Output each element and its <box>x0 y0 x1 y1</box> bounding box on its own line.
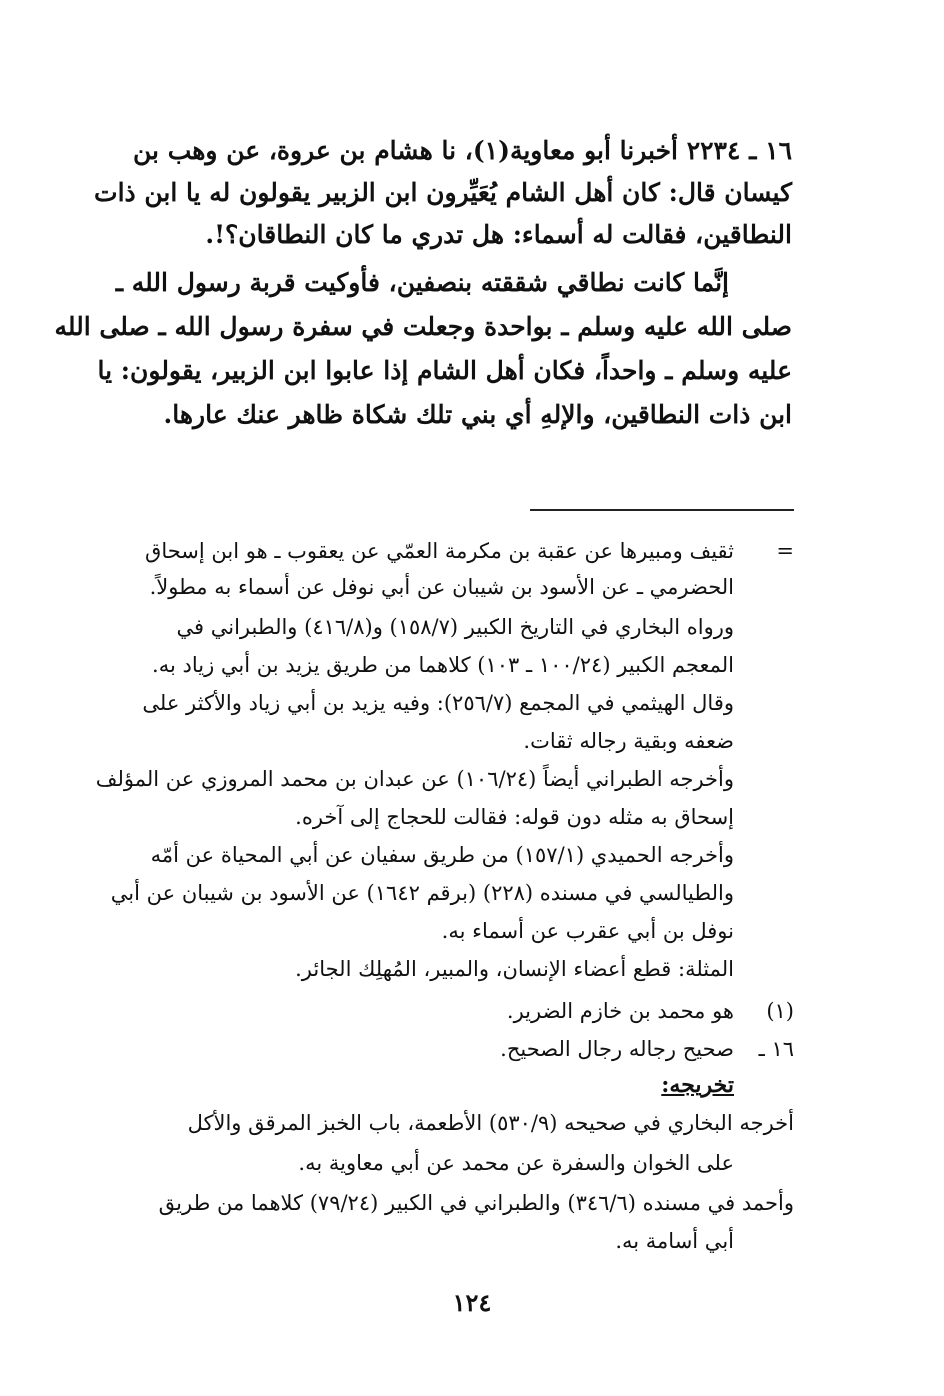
takhrij-heading: تخريجه: <box>661 1072 734 1098</box>
hadith-line: ابن ذات النطاقين، والإلهِ أي بني تلك شكاة ظاهر عنك عارها. <box>163 400 792 429</box>
takhrij-line: أخرجه البخاري في صحيحه (٥٣٠/٩) الأطعمة، باب الخبز المرقق والأكل <box>187 1111 794 1135</box>
footnote-continuation-marker: = <box>776 539 794 563</box>
footnote-16-text: صحيح رجاله رجال الصحيح. <box>500 1037 734 1061</box>
footnote-line: وأخرجه الطبراني أيضاً (١٠٦/٢٤) عن عبدان بن محمد المروزي عن المؤلف <box>95 767 734 791</box>
takhrij-line: أبي أسامة به. <box>615 1229 734 1253</box>
footnote-line: إسحاق به مثله دون قوله: فقالت للحجاج إلى آخره. <box>295 805 734 829</box>
hadith-line: النطاقين، فقالت له أسماء: هل تدري ما كان النطاقان؟!. <box>205 220 792 249</box>
footnote-marker-1: (١) <box>766 999 794 1023</box>
footnote-line: وأخرجه الحميدي (١٥٧/١) من طريق سفيان عن أبي المحياة عن أمّه <box>150 843 734 867</box>
footnote-line: وقال الهيثمي في المجمع (٢٥٦/٧): وفيه يزيد بن أبي زياد والأكثر على <box>142 691 734 715</box>
footnote-line: ورواه البخاري في التاريخ الكبير (١٥٨/٧) و(٤١٦/٨) والطبراني في <box>176 615 734 639</box>
hadith-line: عليه وسلم ـ واحداً، فكان أهل الشام إذا عابوا ابن الزبير، يقولون: يا <box>97 356 792 385</box>
footnote-line: المثلة: قطع أعضاء الإنسان، والمبير، المُهلِك الجائر. <box>295 957 734 981</box>
footnote-line: المعجم الكبير (١٠٠/٢٤ ـ ١٠٣) كلاهما من طريق يزيد بن أبي زياد به. <box>152 653 734 677</box>
footnote-1-text: هو محمد بن خازم الضرير. <box>506 999 734 1023</box>
footnote-separator <box>530 509 794 511</box>
footnote-line: ثقيف ومبيرها عن عقبة بن مكرمة العمّي عن يعقوب ـ هو ابن إسحاق <box>145 539 734 563</box>
takhrij-line: وأحمد في مسنده (٣٤٦/٦) والطبراني في الكبير (٧٩/٢٤) كلاهما من طريق <box>158 1191 794 1215</box>
hadith-line: إنَّما كانت نطاقي شققته بنصفين، فأوكيت قربة رسول الله ـ <box>115 268 729 297</box>
footnote-line: ضعفه وبقية رجاله ثقات. <box>523 729 734 753</box>
hadith-line: ١٦ ـ ٢٢٣٤ أخبرنا أبو معاوية(١)، نا هشام بن عروة، عن وهب بن <box>133 136 792 165</box>
page-number: ١٢٤ <box>452 1288 492 1317</box>
footnote-marker-16: ١٦ ـ <box>758 1037 794 1061</box>
hadith-line: كيسان قال: كان أهل الشام يُعَيِّرون ابن الزبير يقولون له يا ابن ذات <box>94 178 792 207</box>
footnote-line: والطيالسي في مسنده (٢٢٨) (برقم ١٦٤٢) عن الأسود بن شيبان عن أبي <box>110 881 734 905</box>
footnote-line: الحضرمي ـ عن الأسود بن شيبان عن أبي نوفل عن أسماء به مطولاً. <box>149 575 734 599</box>
footnote-line: نوفل بن أبي عقرب عن أسماء به. <box>441 919 734 943</box>
hadith-line: صلى الله عليه وسلم ـ بواحدة وجعلت في سفرة رسول الله ـ صلى الله <box>54 312 792 341</box>
takhrij-line: على الخوان والسفرة عن محمد عن أبي معاوية به. <box>298 1151 734 1175</box>
